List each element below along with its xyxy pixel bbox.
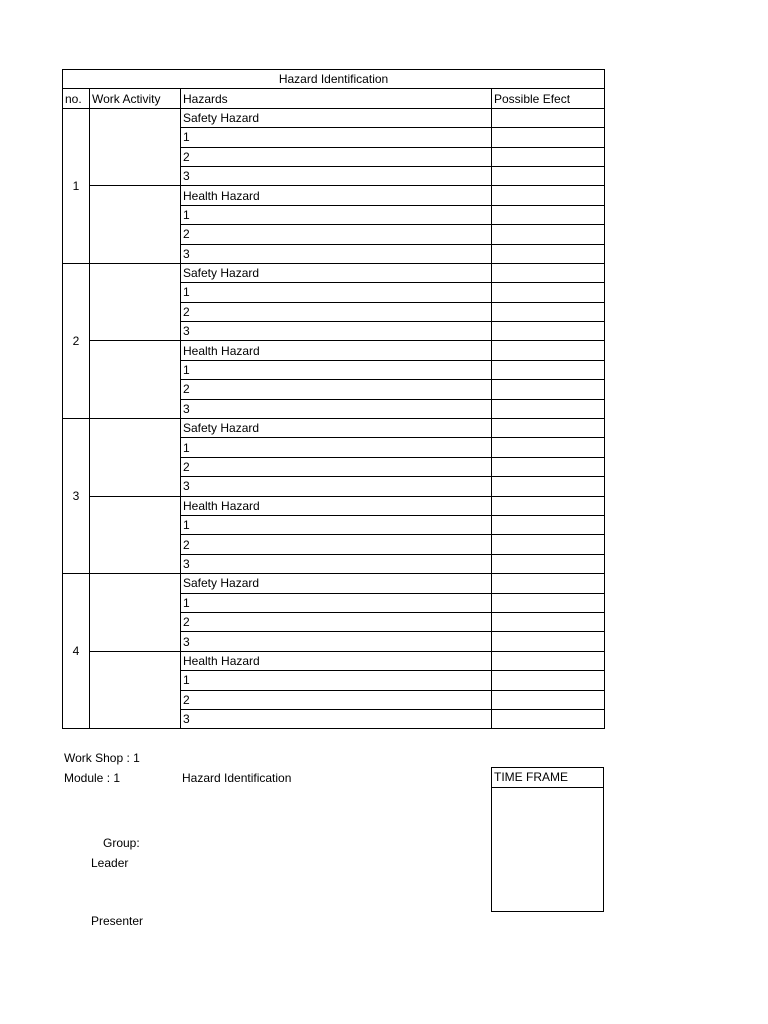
safety-hazard-item: 3: [181, 166, 492, 185]
table-row: [63, 263, 605, 282]
table-row: [63, 651, 605, 670]
work-activity-cell: [90, 263, 181, 341]
safety-hazard-label: Safety Hazard: [181, 419, 492, 438]
hazard-identification-table: [62, 69, 605, 729]
possible-effect-cell: [492, 515, 605, 534]
safety-hazard-item: 3: [181, 632, 492, 651]
leader-label: Leader: [91, 856, 129, 870]
work-activity-cell: [90, 108, 181, 186]
possible-effect-cell: [492, 574, 605, 593]
possible-effect-cell: [492, 360, 605, 379]
health-hazard-label: Health Hazard: [181, 341, 492, 360]
safety-hazard-item: 1: [181, 593, 492, 612]
health-hazard-item: 3: [181, 554, 492, 573]
possible-effect-cell: [492, 166, 605, 185]
health-hazard-item: 1: [181, 671, 492, 690]
possible-effect-cell: [492, 651, 605, 670]
health-hazard-item: 3: [181, 244, 492, 263]
safety-hazard-item: 2: [181, 302, 492, 321]
safety-hazard-item: 1: [181, 128, 492, 147]
possible-effect-cell: [492, 457, 605, 476]
possible-effect-cell: [492, 477, 605, 496]
possible-effect-cell: [492, 496, 605, 515]
possible-effect-cell: [492, 438, 605, 457]
presenter-label: Presenter: [91, 914, 144, 928]
safety-hazard-label: Safety Hazard: [181, 108, 492, 127]
work-activity-cell: [90, 419, 181, 497]
safety-hazard-item: 2: [181, 612, 492, 631]
group-label: Group:: [103, 836, 140, 850]
table-row: [63, 186, 605, 205]
possible-effect-cell: [492, 535, 605, 554]
possible-effect-cell: [492, 671, 605, 690]
table-row: [63, 419, 605, 438]
possible-effect-cell: [492, 147, 605, 166]
possible-effect-cell: [492, 263, 605, 282]
group-number: 4: [63, 574, 90, 729]
table-row: [63, 341, 605, 360]
health-hazard-label: Health Hazard: [181, 651, 492, 670]
safety-hazard-label: Safety Hazard: [181, 263, 492, 282]
health-hazard-item: 3: [181, 399, 492, 418]
health-hazard-item: 1: [181, 205, 492, 224]
possible-effect-cell: [492, 709, 605, 728]
work-activity-cell: [90, 496, 181, 574]
header-no: no.: [63, 89, 90, 108]
health-hazard-item: 2: [181, 690, 492, 709]
possible-effect-cell: [492, 322, 605, 341]
possible-effect-cell: [492, 128, 605, 147]
health-hazard-item: 1: [181, 360, 492, 379]
table-row: [63, 574, 605, 593]
possible-effect-cell: [492, 225, 605, 244]
possible-effect-cell: [492, 690, 605, 709]
health-hazard-item: 2: [181, 380, 492, 399]
possible-effect-cell: [492, 593, 605, 612]
possible-effect-cell: [492, 399, 605, 418]
possible-effect-cell: [492, 108, 605, 127]
work-activity-cell: [90, 574, 181, 652]
possible-effect-cell: [492, 186, 605, 205]
health-hazard-item: 3: [181, 709, 492, 728]
possible-effect-cell: [492, 283, 605, 302]
safety-hazard-item: 2: [181, 457, 492, 476]
table-row: [63, 496, 605, 515]
possible-effect-cell: [492, 244, 605, 263]
health-hazard-item: 2: [181, 225, 492, 244]
possible-effect-cell: [492, 632, 605, 651]
module-label: Module : 1: [64, 771, 121, 785]
possible-effect-cell: [492, 419, 605, 438]
safety-hazard-item: 1: [181, 283, 492, 302]
group-number: 2: [63, 263, 90, 418]
table-row: [63, 108, 605, 127]
work-activity-cell: [90, 651, 181, 729]
table-title: Hazard Identification: [63, 70, 605, 89]
possible-effect-cell: [492, 380, 605, 399]
health-hazard-label: Health Hazard: [181, 496, 492, 515]
safety-hazard-item: 2: [181, 147, 492, 166]
module-title: Hazard Identification: [182, 771, 292, 785]
group-number: 1: [63, 108, 90, 263]
possible-effect-cell: [492, 341, 605, 360]
work-activity-cell: [90, 341, 181, 419]
health-hazard-label: Health Hazard: [181, 186, 492, 205]
safety-hazard-label: Safety Hazard: [181, 574, 492, 593]
safety-hazard-item: 3: [181, 322, 492, 341]
group-number: 3: [63, 419, 90, 574]
health-hazard-item: 1: [181, 515, 492, 534]
workshop-label: Work Shop : 1: [64, 751, 140, 765]
header-possible-effect: Possible Efect: [492, 89, 605, 108]
health-hazard-item: 2: [181, 535, 492, 554]
header-hazards: Hazards: [181, 89, 492, 108]
time-frame-box: [491, 767, 604, 912]
possible-effect-cell: [492, 612, 605, 631]
possible-effect-cell: [492, 554, 605, 573]
possible-effect-cell: [492, 205, 605, 224]
safety-hazard-item: 3: [181, 477, 492, 496]
work-activity-cell: [90, 186, 181, 264]
safety-hazard-item: 1: [181, 438, 492, 457]
header-work-activity: Work Activity: [90, 89, 181, 108]
possible-effect-cell: [492, 302, 605, 321]
time-frame-header: TIME FRAME: [492, 768, 603, 788]
